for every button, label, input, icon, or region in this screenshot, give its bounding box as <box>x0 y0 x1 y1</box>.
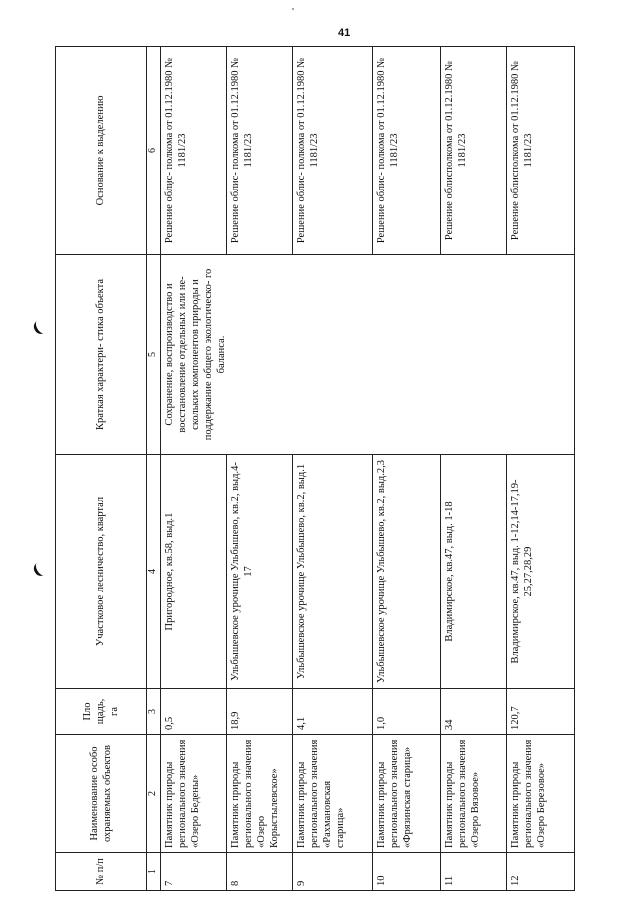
header-number: № п/п <box>56 853 147 891</box>
forestry-quarter: Ульбышевское урочище Ульбышево, кв.2, выд.1 <box>292 455 372 689</box>
table-row <box>292 47 372 891</box>
column-number: 4 <box>147 455 161 689</box>
header-forestry: Участковое лесничество, квартал <box>56 455 147 689</box>
basis-decision: Решение облисполкома от 01.12.1980 № 1181/23 <box>506 47 574 255</box>
object-name: Памятник природы регионального значения «Озеро Вязовое» <box>440 735 506 853</box>
column-number: 2 <box>147 735 161 853</box>
object-area: 120,7 <box>506 689 574 735</box>
column-number: 1 <box>147 853 161 891</box>
scan-mark <box>31 318 49 337</box>
forestry-quarter: Ульбышевское урочище Ульбышево, кв.2, выд.2,3 <box>372 455 440 689</box>
page-number: 41 <box>338 27 351 39</box>
table-row <box>506 47 574 891</box>
table-row <box>226 47 292 891</box>
scan-mark <box>31 560 49 579</box>
basis-decision: Решение облис- полкома от 01.12.1980 № 1181/23 <box>372 47 440 255</box>
rotated-table-frame <box>55 47 547 891</box>
row-number: 9 <box>292 853 372 891</box>
table-header-row <box>56 47 147 891</box>
basis-decision: Решение облис- полкома от 01.12.1980 № 1181/23 <box>292 47 372 255</box>
header-area: Пло щадь, га <box>56 689 147 735</box>
object-name: Памятник природы регионального значения «Озеро Бедены» <box>160 735 226 853</box>
object-name: Памятник природы регионального значения «Озеро Березовое» <box>506 735 574 853</box>
table-row <box>440 47 506 891</box>
forestry-quarter: Пригородное, кв.58, выд.1 <box>160 455 226 689</box>
basis-decision: Решение облис- полкома от 01.12.1980 № 1181/23 <box>160 47 226 255</box>
header-basis: Основание к выделению <box>56 47 147 255</box>
forestry-quarter: Владимирское, кв.47, выд. 1-12,14-17,19-25,27,28,29 <box>506 455 574 689</box>
object-area: 1,0 <box>372 689 440 735</box>
object-area: 4,1 <box>292 689 372 735</box>
forestry-quarter: Владимирское, кв.47, выд. 1-18 <box>440 455 506 689</box>
scan-speck <box>292 8 294 10</box>
row-number: 7 <box>160 853 226 891</box>
row-number: 12 <box>506 853 574 891</box>
object-area: 18,9 <box>226 689 292 735</box>
row-number: 10 <box>372 853 440 891</box>
object-name: Памятник природы регионального значения «Фрязинская старица» <box>372 735 440 853</box>
basis-decision: Решение облисполкома от 01.12.1980 № 1181/23 <box>440 47 506 255</box>
object-name: Памятник природы регионального значения «Озеро Корыстылевское» <box>226 735 292 853</box>
table-row <box>372 47 440 891</box>
header-characteristic: Краткая характери- стика объекта <box>56 255 147 455</box>
protected-areas-table <box>55 46 575 891</box>
column-number-row <box>147 47 161 891</box>
table-row <box>160 47 226 891</box>
row-number: 11 <box>440 853 506 891</box>
column-number: 6 <box>147 47 161 255</box>
column-number: 3 <box>147 689 161 735</box>
object-characteristic: Сохранение, воспроизводство и восстановление отдельных или не- скольких компонентов природы и поддержание общего экологическо- го баланса. <box>160 255 574 455</box>
object-area: 0,5 <box>160 689 226 735</box>
basis-decision: Решение облис- полкома от 01.12.1980 № 1181/23 <box>226 47 292 255</box>
column-number: 5 <box>147 255 161 455</box>
forestry-quarter: Ульбышевское урочище Ульбышево, кв.2, выд.4-17 <box>226 455 292 689</box>
object-name: Памятник природы регионального значения «Рахмановская старица» <box>292 735 372 853</box>
header-name: Наименование особо охраняемых объектов <box>56 735 147 853</box>
object-area: 34 <box>440 689 506 735</box>
row-number: 8 <box>226 853 292 891</box>
